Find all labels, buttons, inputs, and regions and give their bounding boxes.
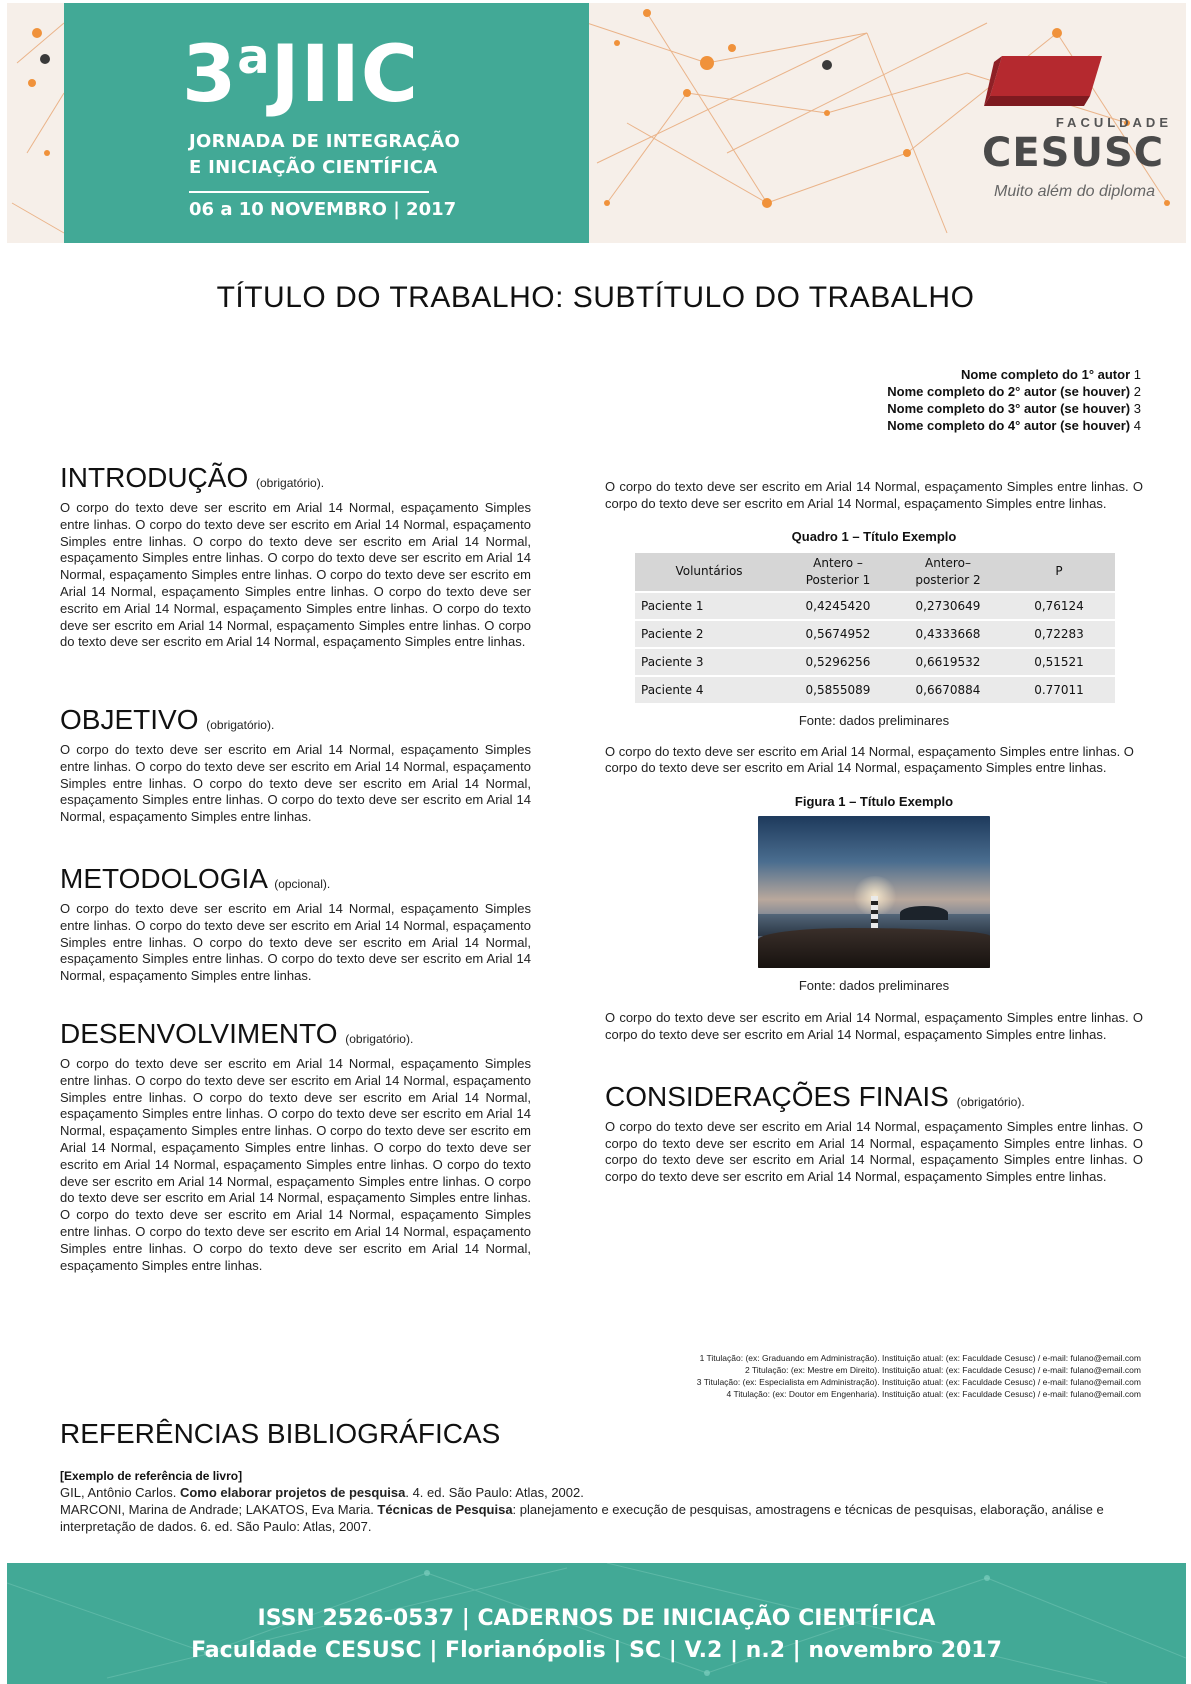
footnote: 1 Titulação: (ex: Graduando em Administração). Instituição atual: (ex: Faculdade Cesusc) / e-mail: fulano@email.com — [699, 1353, 1141, 1363]
author-4: Nome completo do 4° autor (se houver) 4 — [887, 418, 1141, 433]
section-heading: CONSIDERAÇÕES FINAIS (obrigatório). — [605, 1080, 1025, 1112]
body-paragraph: O corpo do texto deve ser escrito em Arial 14 Normal, espaçamento Simples entre linhas. O corpo do texto deve ser escrito em Arial 14 Normal, espaçamento Simples entre linhas. — [605, 743, 1134, 776]
table-cell: 0,5855089 — [783, 677, 893, 703]
figure-source: Fonte: dados preliminares — [798, 978, 950, 994]
table-row — [635, 621, 1115, 647]
cesusc-logo — [982, 58, 1182, 218]
quadro-1 — [605, 529, 1143, 728]
table-cell: 0,6670884 — [893, 677, 1003, 703]
logo-label: FACULDADE — [1055, 115, 1172, 130]
table-cell: 0,76124 — [1003, 593, 1115, 619]
section-body: O corpo do texto deve ser escrito em Arial 14 Normal, espaçamento Simples entre linhas. O corpo do texto deve ser escrito em Arial 14 Normal, espaçamento Simples entre linhas. O corpo do texto deve ser escrito em Arial 14 Normal, espaçamento Simples entre linhas. O corpo do texto deve ser escrito em Arial 14 Normal, espaçamento Simples entre linhas. — [60, 901, 531, 984]
section-heading: INTRODUÇÃO (obrigatório). — [60, 462, 325, 493]
right-column — [605, 478, 1143, 1186]
column-header: Voluntários — [635, 553, 783, 591]
table-cell: 0,5674952 — [783, 621, 893, 647]
author-1: Nome completo do 1° autor 1 — [960, 367, 1141, 382]
header-banner — [7, 3, 1186, 243]
table-row — [635, 677, 1115, 703]
section-metodologia — [60, 863, 531, 985]
footnote: 3 Titulação: (ex: Especialista em Administração). Instituição atual: (ex: Faculdade Cesusc) / e-mail: fulano@email.com — [696, 1377, 1141, 1387]
figura-1 — [605, 794, 1143, 993]
reference-entry: GIL, Antônio Carlos. Como elaborar projetos de pesquisa. 4. ed. São Paulo: Atlas, 2002. — [60, 1485, 584, 1500]
lighthouse-photo — [758, 816, 990, 968]
table-cell: Paciente 3 — [635, 649, 783, 675]
section-body: O corpo do texto deve ser escrito em Arial 14 Normal, espaçamento Simples entre linhas. O corpo do texto deve ser escrito em Arial 14 Normal, espaçamento Simples entre linhas. O corpo do texto deve ser escrito em Arial 14 Normal, espaçamento Simples entre linhas. O corpo do texto deve ser escrito em Arial 14 Normal, espaçamento Simples entre linhas. — [60, 742, 531, 825]
section-heading: METODOLOGIA (opcional). — [60, 863, 331, 894]
author-3: Nome completo do 3° autor (se houver) 3 — [887, 401, 1141, 416]
footnote: 4 Titulação: (ex: Doutor em Engenharia). Instituição atual: (ex: Faculdade Cesusc) / e-mail: fulano@email.com — [726, 1389, 1141, 1399]
author-footnotes — [697, 1352, 1141, 1400]
logo-mark-icon — [972, 54, 1112, 114]
column-header: P — [1003, 553, 1115, 591]
section-body: O corpo do texto deve ser escrito em Arial 14 Normal, espaçamento Simples entre linhas. O corpo do texto deve ser escrito em Arial 14 Normal, espaçamento Simples entre linhas. O corpo do texto deve ser escrito em Arial 14 Normal, espaçamento Simples entre linhas. O corpo do texto deve ser escrito em Arial 14 Normal, espaçamento Simples entre linhas. — [605, 1118, 1143, 1185]
table-cell: 0,4333668 — [893, 621, 1003, 647]
table-cell: 0,51521 — [1003, 649, 1115, 675]
references-heading: REFERÊNCIAS BIBLIOGRÁFICAS — [60, 1418, 501, 1449]
divider — [189, 191, 429, 193]
section-introducao — [60, 462, 531, 651]
footer-banner — [7, 1563, 1186, 1684]
references — [60, 1418, 1135, 1535]
event-title: 3$^a$JIIC — [182, 29, 419, 120]
table-row — [635, 649, 1115, 675]
section-objetivo — [60, 704, 531, 826]
table-cell: 0,2730649 — [893, 593, 1003, 619]
table-cell: 0,72283 — [1003, 621, 1115, 647]
quadro-title: Quadro 1 – Título Exemplo — [791, 528, 957, 544]
event-subtitle-2: E INICIAÇÃO CIENTÍFICA — [189, 157, 438, 178]
author-2: Nome completo do 2° autor (se houver) 2 — [887, 384, 1141, 399]
data-table — [635, 551, 1115, 705]
section-body: O corpo do texto deve ser escrito em Arial 14 Normal, espaçamento Simples entre linhas. O corpo do texto deve ser escrito em Arial 14 Normal, espaçamento Simples entre linhas. O corpo do texto deve ser escrito em Arial 14 Normal, espaçamento Simples entre linhas. O corpo do texto deve ser escrito em Arial 14 Normal, espaçamento Simples entre linhas. O corpo do texto deve ser escrito em Arial 14 Normal, espaçamento Simples entre linhas. O corpo do texto deve ser escrito em Arial 14 Normal, espaçamento Simples entre linhas. O corpo do texto deve ser escrito em Arial 14 Normal, espaçamento Simples entre linhas. O corpo do texto deve ser escrito em Arial 14 Normal, espaçamento Simples entre linhas. O corpo do texto deve ser escrito em Arial 14 Normal, espaçamento Simples entre linhas. O corpo do texto deve ser escrito em Arial 14 Normal, espaçamento Simples entre linhas. O corpo do texto deve ser escrito em Arial 14 Normal, espaçamento Simples entre linhas. — [60, 1056, 531, 1273]
author-list — [887, 366, 1141, 434]
column-header: Antero– posterior 2 — [893, 553, 1003, 591]
table-cell: 0.77011 — [1003, 677, 1115, 703]
reference-entry: MARCONI, Marina de Andrade; LAKATOS, Eva Maria. Técnicas de Pesquisa: planejamento e execução de pesquisas, amostragens e técnicas de pesquisas, elaboração, análise e interpretação de dados. 6. ed. São Paulo: Atlas, 2007. — [60, 1502, 1104, 1534]
logo-name: CESUSC — [982, 130, 1165, 176]
table-cell: Paciente 1 — [635, 593, 783, 619]
table-cell: Paciente 2 — [635, 621, 783, 647]
footer-publication: Faculdade CESUSC | Florianópolis | SC | V.2 | n.2 | novembro 2017 — [191, 1638, 1002, 1663]
event-dates: 06 a 10 NOVEMBRO | 2017 — [189, 199, 457, 220]
section-heading: OBJETIVO (obrigatório). — [60, 704, 275, 735]
table-cell: 0,4245420 — [783, 593, 893, 619]
table-header-row — [635, 553, 1115, 591]
section-consideracoes — [605, 1081, 1143, 1186]
body-paragraph: O corpo do texto deve ser escrito em Arial 14 Normal, espaçamento Simples entre linhas. O corpo do texto deve ser escrito em Arial 14 Normal, espaçamento Simples entre linhas. — [605, 479, 1143, 511]
figure-title: Figura 1 – Título Exemplo — [794, 794, 954, 810]
page-title: TÍTULO DO TRABALHO: SUBTÍTULO DO TRABALHO — [216, 281, 975, 314]
section-body: O corpo do texto deve ser escrito em Arial 14 Normal, espaçamento Simples entre linhas. O corpo do texto deve ser escrito em Arial 14 Normal, espaçamento Simples entre linhas. O corpo do texto deve ser escrito em Arial 14 Normal, espaçamento Simples entre linhas. O corpo do texto deve ser escrito em Arial 14 Normal, espaçamento Simples entre linhas. O corpo do texto deve ser escrito em Arial 14 Normal, espaçamento Simples entre linhas. O corpo do texto deve ser escrito em Arial 14 Normal, espaçamento Simples entre linhas. O corpo do texto deve ser escrito em Arial 14 Normal, espaçamento Simples entre linhas. O corpo do texto deve ser escrito em Arial 14 Normal, espaçamento Simples entre linhas. — [60, 500, 531, 650]
reference-example-label: [Exemplo de referência de livro] — [60, 1469, 243, 1483]
body-paragraph: O corpo do texto deve ser escrito em Arial 14 Normal, espaçamento Simples entre linhas. O corpo do texto deve ser escrito em Arial 14 Normal, espaçamento Simples entre linhas. — [605, 1010, 1143, 1042]
section-desenvolvimento — [60, 1018, 531, 1274]
table-row — [635, 593, 1115, 619]
logo-slogan: Muito além do diploma — [994, 183, 1155, 200]
table-cell: 0,5296256 — [783, 649, 893, 675]
event-subtitle-1: JORNADA DE INTEGRAÇÃO — [189, 131, 461, 152]
table-cell: 0,6619532 — [893, 649, 1003, 675]
section-heading: DESENVOLVIMENTO (obrigatório). — [60, 1018, 414, 1049]
table-cell: Paciente 4 — [635, 677, 783, 703]
footnote: 2 Titulação: (ex: Mestre em Direito). Instituição atual: (ex: Faculdade Cesusc) / e-mail: fulano@email.com — [744, 1365, 1141, 1375]
footer-issn: ISSN 2526-0537 | CADERNOS DE INICIAÇÃO CIENTÍFICA — [257, 1606, 936, 1631]
quadro-source: Fonte: dados preliminares — [798, 712, 950, 728]
column-header: Antero – Posterior 1 — [783, 553, 893, 591]
